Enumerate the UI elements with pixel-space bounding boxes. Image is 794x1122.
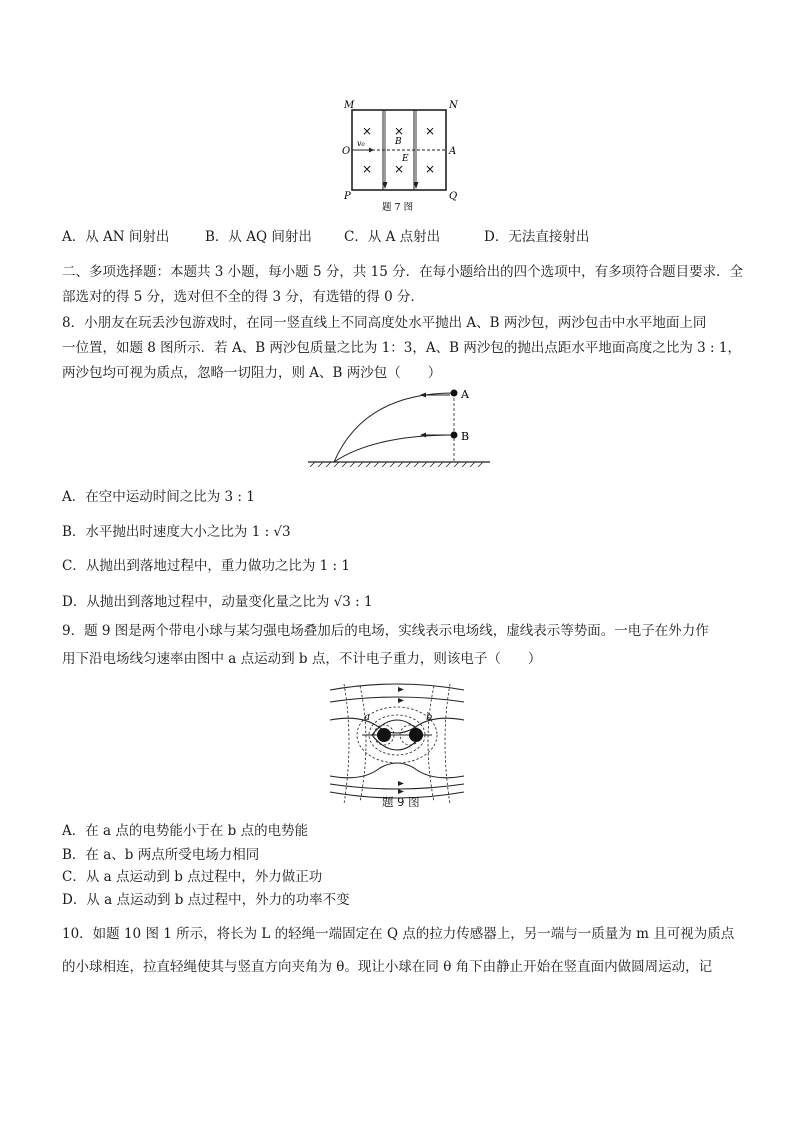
q8-line2: 一位置，如题 8 图所示．若 A、B 两沙包质量之比为 1：3，A、B 两沙包的抛出点距水平地面高度之比为 3 : 1， xyxy=(62,340,741,356)
q7-option-d: D．无法直接射出 xyxy=(484,229,590,245)
q8-option-d: D．从抛出到落地过程中，动量变化量之比为 √3 : 1 xyxy=(62,594,373,610)
section2-line1: 二、多项选择题：本题共 3 小题，每小题 5 分，共 15 分．在每小题给出的四个选项中，有多项符合题目要求．全 xyxy=(62,264,744,280)
q9-option-b: B．在 a、b 两点所受电场力相同 xyxy=(62,847,260,863)
fig7-cross: × xyxy=(362,162,373,176)
fig7-cross: × xyxy=(425,162,436,176)
q7-option-b: B．从 AQ 间射出 xyxy=(205,229,312,245)
fig7-label-P: P xyxy=(344,191,351,202)
fig9-caption: 题 9 图 xyxy=(382,795,420,809)
fig7-cross: × xyxy=(362,124,373,138)
fig7-cross: × xyxy=(394,124,405,138)
fig7-label-E: E xyxy=(402,154,409,164)
q9-option-c: C．从 a 点运动到 b 点过程中，外力做正功 xyxy=(62,869,323,885)
figure-9 xyxy=(322,680,472,808)
fig7-cross: × xyxy=(394,162,405,176)
fig9-label-a: a xyxy=(364,712,370,723)
fig7-label-B: B xyxy=(395,137,402,147)
q8-option-c: C．从抛出到落地过程中，重力做功之比为 1 : 1 xyxy=(62,558,350,574)
q9-line2: 用下沿电场线匀速率由图中 a 点运动到 b 点，不计电子重力，则该电子（ ） xyxy=(62,651,542,667)
q8-line1: 8．小朋友在玩丢沙包游戏时，在同一竖直线上不同高度处水平抛出 A、B 两沙包，两沙包击中水平地面上同 xyxy=(62,315,707,331)
section2-line2: 部选对的得 5 分，选对但不全的得 3 分，有选错的得 0 分． xyxy=(62,289,425,305)
fig8-label-B: B xyxy=(461,430,470,443)
q10-line2: 的小球相连，拉直轻绳使其与竖直方向夹角为 θ。现让小球在同 θ 角下由静止开始在竖直面内做圆周运动，记 xyxy=(62,959,713,975)
q9-option-a: A．在 a 点的电势能小于在 b 点的电势能 xyxy=(62,823,309,839)
figure-7 xyxy=(336,96,466,214)
fig7-label-Q: Q xyxy=(449,191,458,202)
q8-option-a: A．在空中运动时间之比为 3 : 1 xyxy=(62,489,255,505)
q7-option-c: C．从 A 点射出 xyxy=(344,229,441,245)
figure-8 xyxy=(304,385,494,467)
q9-option-d: D．从 a 点运动到 b 点过程中，外力的功率不变 xyxy=(62,892,350,908)
q7-option-a: A．从 AN 间射出 xyxy=(62,229,170,245)
fig7-label-M: M xyxy=(344,100,355,111)
fig7-cross: × xyxy=(425,124,436,138)
fig7-label-N: N xyxy=(449,100,458,111)
fig7-label-A: A xyxy=(449,146,457,157)
fig9-label-b: b xyxy=(426,712,433,723)
q8-line3: 两沙包均可视为质点，忽略一切阻力，则 A、B 两沙包（ ） xyxy=(62,365,442,381)
q8-option-b: B．水平抛出时速度大小之比为 1 : √3 xyxy=(62,524,291,540)
q10-line1: 10．如题 10 图 1 所示，将长为 L 的轻绳一端固定在 Q 点的拉力传感器上，另一端与一质量为 m 且可视为质点 xyxy=(62,926,735,942)
fig7-label-v0: v₀ xyxy=(357,139,365,148)
q9-line1: 9．题 9 图是两个带电小球与某匀强电场叠加后的电场，实线表示电场线，虚线表示等势面。一电子在外力作 xyxy=(62,623,709,639)
fig7-label-O: O xyxy=(342,146,351,157)
fig7-caption: 题 7 图 xyxy=(382,202,414,213)
fig8-label-A: A xyxy=(461,388,469,401)
